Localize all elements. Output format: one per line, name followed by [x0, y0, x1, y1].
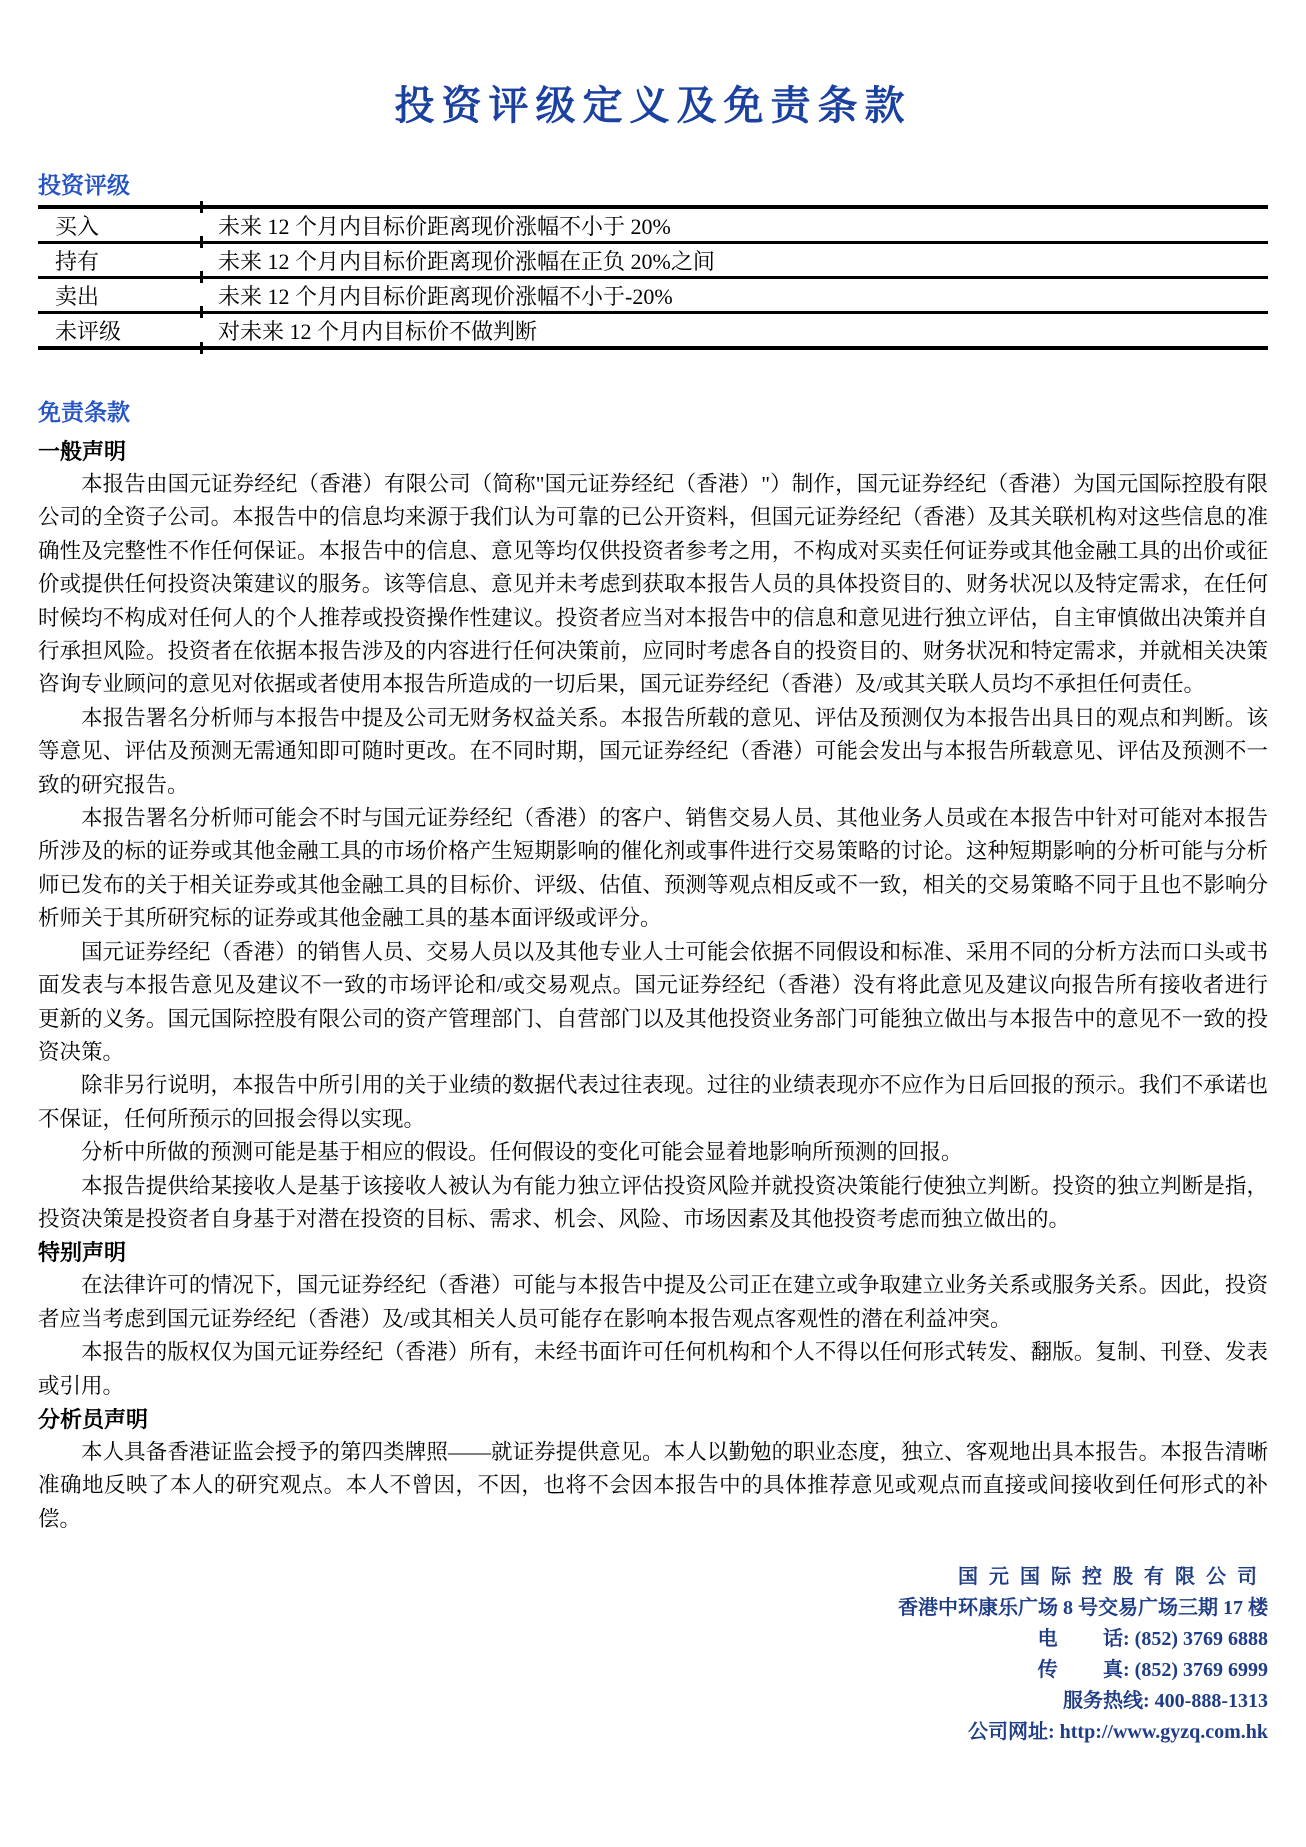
- phone-label-end: 话:: [1103, 1628, 1130, 1651]
- website-label: 公司网址:: [967, 1721, 1055, 1744]
- rating-definition: 对未来 12 个月内目标价不做判断: [218, 318, 538, 344]
- ratings-table: [38, 205, 1268, 350]
- company-footer: [38, 1562, 1268, 1748]
- fax-label-end: 真:: [1103, 1659, 1130, 1682]
- table-row: [38, 244, 1268, 279]
- company-name: 国元国际控股有限公司: [958, 1566, 1268, 1589]
- general-paragraph: 本报告署名分析师可能会不时与国元证券经纪（香港）的客户、销售交易人员、其他业务人员或在本报告中针对可能对本报告所涉及的标的证券或其他金融工具的市场价格产生短期影响的催化剂或事件进行交易策略的讨论。这种短期影响的分析可能与分析师已发布的关于相关证券或其他金融工具的目标价、评级、估值、预测等观点相反或不一致，相关的交易策略不同于且也不影响分析师关于其所研究标的证券或其他金融工具的基本面评级或评分。: [38, 806, 1268, 931]
- website-url: http://www.gyzq.com.hk: [1059, 1721, 1268, 1744]
- rating-definition: 未来 12 个月内目标价距离现价涨幅不小于 20%: [218, 213, 671, 239]
- phone-line: [38, 1624, 1268, 1655]
- rating-label: 买入: [55, 213, 100, 239]
- analyst-statement-heading: 分析员声明: [38, 1406, 149, 1432]
- rating-label: 持有: [55, 248, 100, 274]
- special-paragraph: 本报告的版权仅为国元证券经纪（香港）所有，未经书面许可任何机构和个人不得以任何形式转发、翻版。复制、刊登、发表或引用。: [38, 1340, 1268, 1398]
- fax-number: (852) 3769 6999: [1134, 1659, 1268, 1682]
- disclaimer-body: [38, 435, 1268, 1536]
- phone-label-start: 电: [1037, 1628, 1058, 1651]
- general-paragraph: 本报告提供给某接收人是基于该接收人被认为有能力独立评估投资风险并就投资决策能行使独立判断。投资的独立判断是指，投资决策是投资者自身基于对潜在投资的目标、需求、机会、风险、市场因素及其他投资考虑而独立做出的。: [38, 1173, 1268, 1231]
- rating-definition: 未来 12 个月内目标价距离现价涨幅在正负 20%之间: [218, 248, 715, 274]
- ratings-section-title: 投资评级: [38, 173, 130, 198]
- rating-definition: 未来 12 个月内目标价距离现价涨幅不小于-20%: [218, 283, 673, 309]
- page-title: 投资评级定义及免责条款: [394, 83, 912, 128]
- table-row: [38, 279, 1268, 314]
- phone-number: (852) 3769 6888: [1134, 1628, 1268, 1651]
- disclaimer-section-title: 免责条款: [38, 400, 130, 425]
- company-address: 香港中环康乐广场 8 号交易广场三期 17 楼: [898, 1597, 1268, 1620]
- website-line: [38, 1717, 1268, 1748]
- general-paragraph: 国元证券经纪（香港）的销售人员、交易人员以及其他专业人士可能会依据不同假设和标准、采用不同的分析方法而口头或书面发表与本报告意见及建议不一致的市场评论和/或交易观点。国元证券经纪（香港）没有将此意见及建议向报告所有接收者进行更新的义务。国元国际控股有限公司的资产管理部门、自营部门以及其他投资业务部门可能独立做出与本报告中的意见不一致的投资决策。: [38, 939, 1268, 1064]
- rating-label: 卖出: [55, 283, 100, 309]
- table-row: [38, 314, 1268, 346]
- special-statement-heading: 特别声明: [38, 1240, 127, 1266]
- general-paragraph: 本报告署名分析师与本报告中提及公司无财务权益关系。本报告所载的意见、评估及预测仅为本报告出具日的观点和判断。该等意见、评估及预测无需通知即可随时更改。在不同时期，国元证券经纪（香港）可能会发出与本报告所载意见、评估及预测不一致的研究报告。: [38, 705, 1268, 797]
- special-paragraph: 在法律许可的情况下，国元证券经纪（香港）可能与本报告中提及公司正在建立或争取建立业务关系或服务关系。因此，投资者应当考虑到国元证券经纪（香港）及/或其相关人员可能存在影响本报告观点客观性的潜在利益冲突。: [38, 1273, 1268, 1331]
- table-row: [38, 209, 1268, 244]
- analyst-paragraph: 本人具备香港证监会授予的第四类牌照——就证券提供意见。本人以勤勉的职业态度，独立、客观地出具本报告。本报告清晰准确地反映了本人的研究观点。本人不曾因，不因，也将不会因本报告中的具体推荐意见或观点而直接或间接收到任何形式的补偿。: [38, 1439, 1268, 1531]
- general-paragraph: 本报告由国元证券经纪（香港）有限公司（简称"国元证券经纪（香港）"）制作，国元证券经纪（香港）为国元国际控股有限公司的全资子公司。本报告中的信息均来源于我们认为可靠的已公开资料，但国元证券经纪（香港）及其关联机构对这些信息的准确性及完整性不作任何保证。本报告中的信息、意见等均仅供投资者参考之用，不构成对买卖任何证券或其他金融工具的出价或征价或提供任何投资决策建议的服务。该等信息、意见并未考虑到获取本报告人员的具体投资目的、财务状况以及特定需求，在任何时候均不构成对任何人的个人推荐或投资操作性建议。投资者应当对本报告中的信息和意见进行独立评估，自主审慎做出决策并自行承担风险。投资者在依据本报告涉及的内容进行任何决策前，应同时考虑各自的投资目的、财务状况和特定需求，并就相关决策咨询专业顾问的意见对依据或者使用本报告所造成的一切后果，国元证券经纪（香港）及/或其关联人员均不承担任何责任。: [38, 472, 1268, 697]
- hotline-number: 400-888-1313: [1154, 1690, 1268, 1713]
- rating-label: 未评级: [55, 318, 122, 344]
- general-paragraph: 除非另行说明，本报告中所引用的关于业绩的数据代表过往表现。过往的业绩表现亦不应作为日后回报的预示。我们不承诺也不保证，任何所预示的回报会得以实现。: [38, 1073, 1268, 1131]
- fax-line: [38, 1655, 1268, 1686]
- hotline-label: 服务热线:: [1063, 1690, 1150, 1713]
- hotline-line: [38, 1686, 1268, 1717]
- fax-label-start: 传: [1037, 1659, 1058, 1682]
- general-paragraph: 分析中所做的预测可能是基于相应的假设。任何假设的变化可能会显着地影响所预测的回报。: [81, 1140, 963, 1165]
- general-statement-heading: 一般声明: [38, 439, 127, 464]
